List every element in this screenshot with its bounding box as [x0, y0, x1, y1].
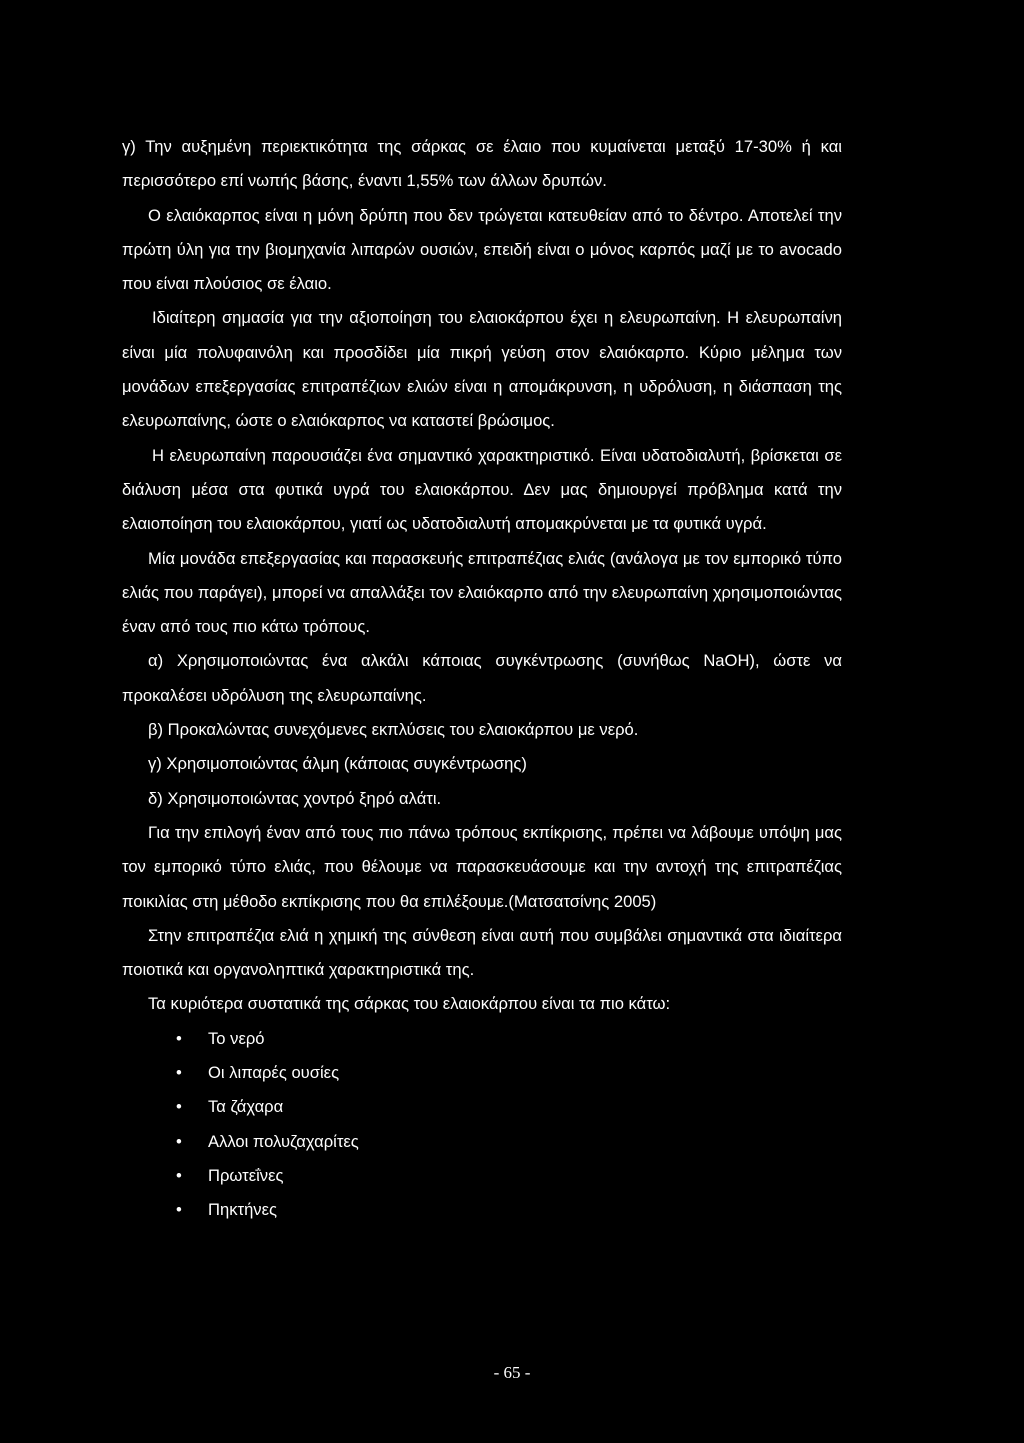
list-item-text: Το νερό	[208, 1028, 265, 1048]
method-dry-salt: δ) Χρησιμοποιώντας χοντρό ξηρό αλάτι.	[148, 788, 442, 808]
list-item	[122, 1125, 842, 1159]
paragraph-method-selection: Για την επιλογή έναν από τους πιο πάνω τρόπους εκπίκρισης, πρέπει να λάβουμε υπόψη μας τον εμπορικό τύπο ελιάς, που θέλουμε να παρασκευάσουμε και την αντοχή της επιτραπέζιας ποικιλίας στη μέθοδο εκπίκρισης που θα επιλέξουμε.(Ματσατσίνης 2005)	[122, 822, 842, 911]
method-water-washes: β) Προκαλώντας συνεχόμενες εκπλύσεις του ελαιοκάρπου με νερό.	[148, 720, 639, 740]
bullet-icon: •	[176, 1165, 182, 1185]
list-item	[122, 1159, 842, 1193]
paragraph-main-components-intro: Τα κυριότερα συστατικά της σάρκας του ελαιοκάρπου είναι τα πιο κάτω:	[148, 994, 671, 1014]
paragraph-oleuropein-importance: Ιδιαίτερη σημασία για την αξιοποίηση του ελαιοκάρπου έχει η ελευρωπαίνη. Η ελευρωπαίνη είναι μία πολυφαινόλη και προσδίδει μία πικρή γεύση στον ελαιόκαρπο. Κύριο μέλημα των μονάδων επεξεργασίας επιτραπέζιων ελιών είναι η απομάκρυνση, η υδρόλυση, η διάσπαση της ελευρωπαίνης, ώστε ο ελαιόκαρπος να καταστεί βρώσιμος.	[122, 308, 842, 431]
list-item	[122, 1193, 842, 1227]
list-item	[122, 1056, 842, 1090]
paragraph-advantage-oil-content: γ) Την αυξημένη περιεκτικότητα της σάρκας σε έλαιο που κυμαίνεται μεταξύ 17-30% ή και περισσότερο επί νωπής βάσης, έναντι 1,55% των άλλων δρυπών.	[122, 137, 842, 191]
list-item-text: Πρωτεΐνες	[208, 1165, 284, 1185]
components-list	[122, 1022, 842, 1228]
list-item-text: Οι λιπαρές ουσίες	[208, 1063, 340, 1083]
paragraph-processing-unit: Μία μονάδα επεξεργασίας και παρασκευής επιτραπέζιας ελιάς (ανάλογα με τον εμπορικό τύπο ελιάς που παράγει), μπορεί να απαλλάξει τον ελαιόκαρπο από την ελευρωπαίνη χρησιμοποιώντας έναν από τους πιο κάτω τρόπους.	[122, 548, 842, 637]
method-brine: γ) Χρησιμοποιώντας άλμη (κάποιας συγκέντρωσης)	[148, 754, 527, 774]
paragraph-olive-drupe: Ο ελαιόκαρπος είναι η μόνη δρύπη που δεν τρώγεται κατευθείαν από το δέντρο. Αποτελεί την πρώτη ύλη για την βιομηχανία λιπαρών ουσιών, επειδή είναι ο μόνος καρπός μαζί με το avocado που είναι πλούσιος σε έλαιο.	[122, 205, 842, 294]
bullet-icon: •	[176, 1131, 182, 1151]
bullet-icon: •	[176, 1028, 182, 1048]
page-number: - 65 -	[493, 1363, 531, 1382]
body-text	[122, 130, 842, 1228]
paragraph-chemical-composition: Στην επιτραπέζια ελιά η χημική της σύνθεση είναι αυτή που συμβάλει σημαντικά στα ιδιαίτερα ποιοτικά και οργανοληπτικά χαρακτηριστικά της.	[122, 925, 842, 980]
list-item-text: Αλλοι πολυζαχαρίτες	[208, 1131, 359, 1151]
list-item-text: Πηκτήνες	[208, 1200, 277, 1220]
bullet-icon: •	[176, 1200, 182, 1220]
list-item	[122, 1022, 842, 1056]
bullet-icon: •	[176, 1097, 182, 1117]
list-item-text: Τα ζάχαρα	[208, 1097, 284, 1117]
method-alkali: α) Χρησιμοποιώντας ένα αλκάλι κάποιας συγκέντρωσης (συνήθως NaOH), ώστε να προκαλέσει υδρόλυση της ελευρωπαίνης.	[122, 651, 842, 705]
bullet-icon: •	[176, 1063, 182, 1083]
paragraph-oleuropein-characteristic: Η ελευρωπαίνη παρουσιάζει ένα σημαντικό χαρακτηριστικό. Είναι υδατοδιαλυτή, βρίσκεται σε διάλυση μέσα στα φυτικά υγρά του ελαιοκάρπου. Δεν μας δημιουργεί πρόβλημα κατά την ελαιοποίηση του ελαιοκάρπου, γιατί ως υδατοδιαλυτή απομακρύνεται με τα φυτικά υγρά.	[122, 445, 842, 534]
list-item	[122, 1090, 842, 1124]
